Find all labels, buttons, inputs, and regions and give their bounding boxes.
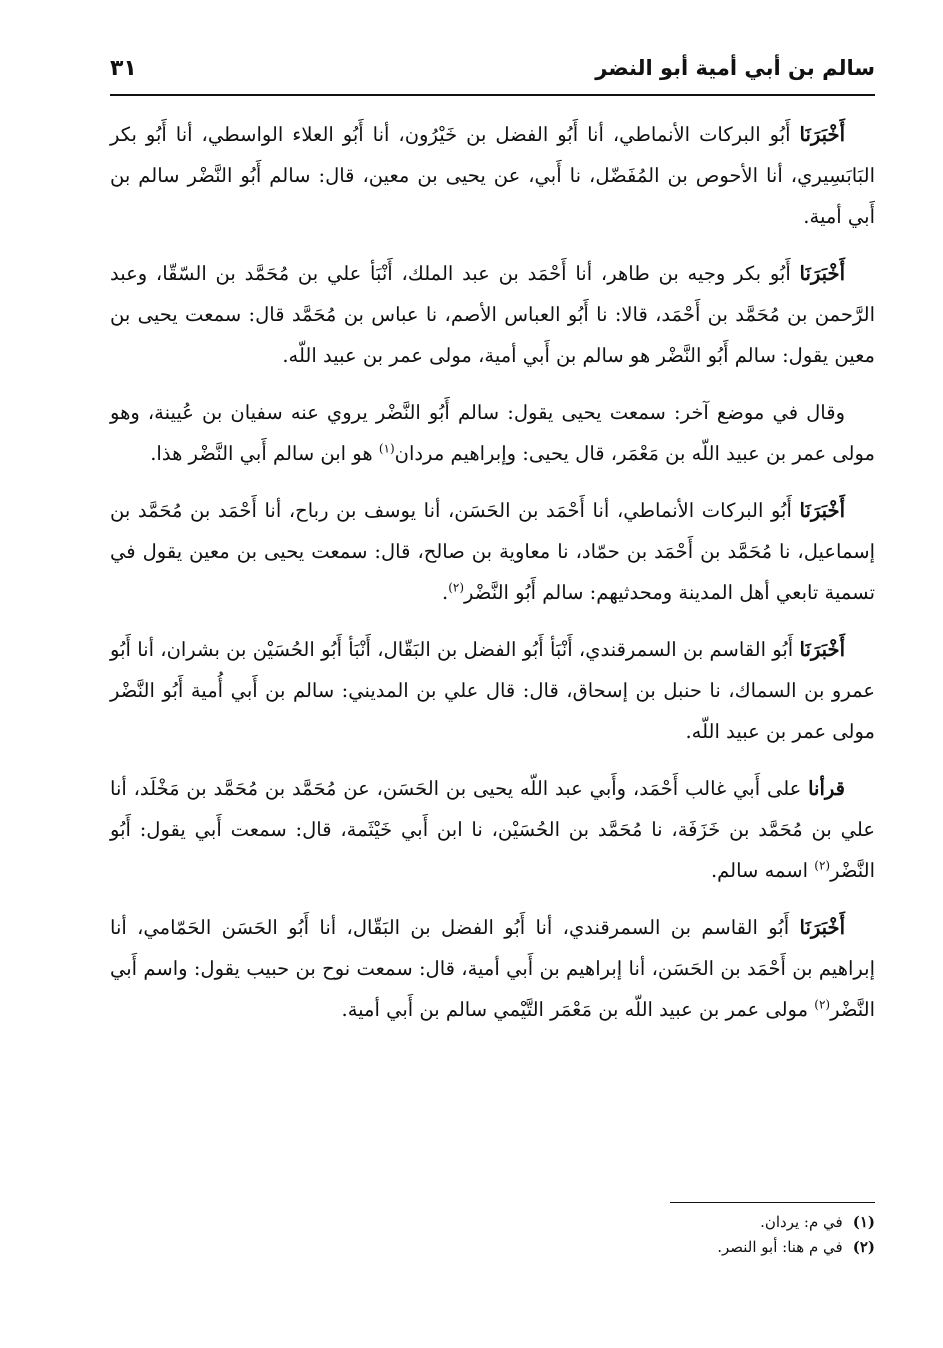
running-title: سالم بن أبي أمية أبو النضر [595,56,875,80]
paragraph-lead: أَخْبَرَنَا [799,638,845,661]
footnote-divider [670,1202,875,1203]
paragraph-1 [110,114,875,237]
paragraph-text: على أَبي غالب أَحْمَد، وأَبي عبد اللّه يحيى بن الحَسَن، عن مُحَمَّد بن مُحَمَّد بن مَخْلَد، أنا علي بن مُحَمَّد بن خَزَفَة، نا مُحَمَّد بن الحُسَيْن، نا ابن أَبي خَيْثَمة، قال: سمعت أَبي يقول: أَبُو النَّضْر [110,777,875,882]
paragraph-text: هو ابن سالم أَبي النَّضْر هذا. [150,442,379,465]
paragraph-lead: أَخْبَرَنَا [799,499,845,522]
footnote-number: (١) [852,1213,875,1231]
paragraph-6 [110,768,875,891]
footnote-ref[interactable]: (٢) [814,997,831,1012]
page-header [110,54,875,90]
paragraph-lead: أَخْبَرَنَا [799,916,846,939]
footnote-number: (٢) [852,1238,875,1256]
paragraph-lead: قرأنا [808,777,845,800]
paragraph-3 [110,392,875,474]
page-number: ٣١ [110,56,137,81]
paragraph-lead: أَخْبَرَنَا [799,123,845,146]
paragraph-7 [110,907,875,1030]
paragraph-text: أَبُو البركات الأنماطي، أنا أَبُو الفضل بن خَيْرُون، أنا أَبُو العلاء الواسطي، أنا أَبُو بكر البَابَسِيري، أنا الأحوص بن المُفَضّل، نا أَبي، عن يحيى بن معين، قال: سالم أَبُو النَّضْر سالم بن أَبي أمية. [110,123,875,228]
paragraph-2 [110,253,875,376]
footnote-ref[interactable]: (١) [378,441,395,456]
footnotes [110,1210,875,1260]
paragraph-text: أَبُو بكر وجيه بن طاهر، أنا أَحْمَد بن عبد الملك، أَنْبَأ علي بن مُحَمَّد بن السّقّا، وعبد الرَّحمن بن مُحَمَّد بن أَحْمَد، قالا: نا أَبُو العباس الأصم، نا عباس بن مُحَمَّد قال: سمعت يحيى بن معين يقول: سالم أَبُو النَّضْر هو سالم بن أَبي أمية، مولى عمر بن عبيد اللّه. [110,262,875,367]
footnote-ref[interactable]: (٢) [814,858,831,873]
paragraph-5 [110,629,875,752]
paragraph-lead: أَخْبَرَنَا [799,262,845,285]
paragraph-text: أَبُو القاسم بن السمرقندي، أَنْبَأ أَبُو الفضل بن البَقّال، أَنْبَأ أَبُو الحُسَيْن بن بشران، أنا أَبُو عمرو بن السماك، نا حنبل بن إسحاق، قال: قال علي بن المديني: سالم بن أَبي أُمية أَبُو النَّضْر مولى عمر بن عبيد اللّه. [110,638,875,743]
footnote-ref[interactable]: (٢) [448,580,465,595]
header-divider [110,94,875,96]
footnote-item [110,1235,875,1260]
paragraph-text: اسمه سالم. [710,859,815,882]
paragraph-text: مولى عمر بن عبيد اللّه بن مَعْمَر التَّيْمي سالم بن أَبي أمية. [341,998,815,1021]
paragraph-text: وقال في موضع آخر: سمعت يحيى يقول: سالم أَبُو النَّضْر يروي عنه سفيان بن عُيينة، وهو مولى عمر بن عبيد اللّه بن مَعْمَر، قال يحيى: وإبراهيم مردان [110,401,875,465]
paragraph-text: . [442,581,449,604]
main-text [110,114,875,1046]
paragraph-text: أَبُو البركات الأنماطي، أنا أَحْمَد بن الحَسَن، أنا يوسف بن رباح، أنا أَحْمَد بن مُحَمَّد بن إسماعيل، نا مُحَمَّد بن أَحْمَد بن حمّاد، نا معاوية بن صالح، قال: سمعت يحيى بن معين يقول في تسمية تابعي أهل المدينة ومحدثيهم: سالم أَبُو النَّضْر [110,499,875,604]
footnote-text: في م: يردان. [760,1213,843,1231]
footnote-item [110,1210,875,1235]
footnote-text: في م هنا: أبو النصر. [717,1238,843,1256]
paragraph-text: أَبُو القاسم بن السمرقندي، أنا أَبُو الفضل بن البَقّال، أنا أَبُو الحَسَن الحَمّامي، أنا إبراهيم بن أَحْمَد بن الحَسَن، أنا إبراهيم بن أَبي أمية، قال: سمعت نوح بن حبيب يقول: واسم أَبي النَّضْر [110,916,875,1021]
paragraph-4 [110,490,875,613]
